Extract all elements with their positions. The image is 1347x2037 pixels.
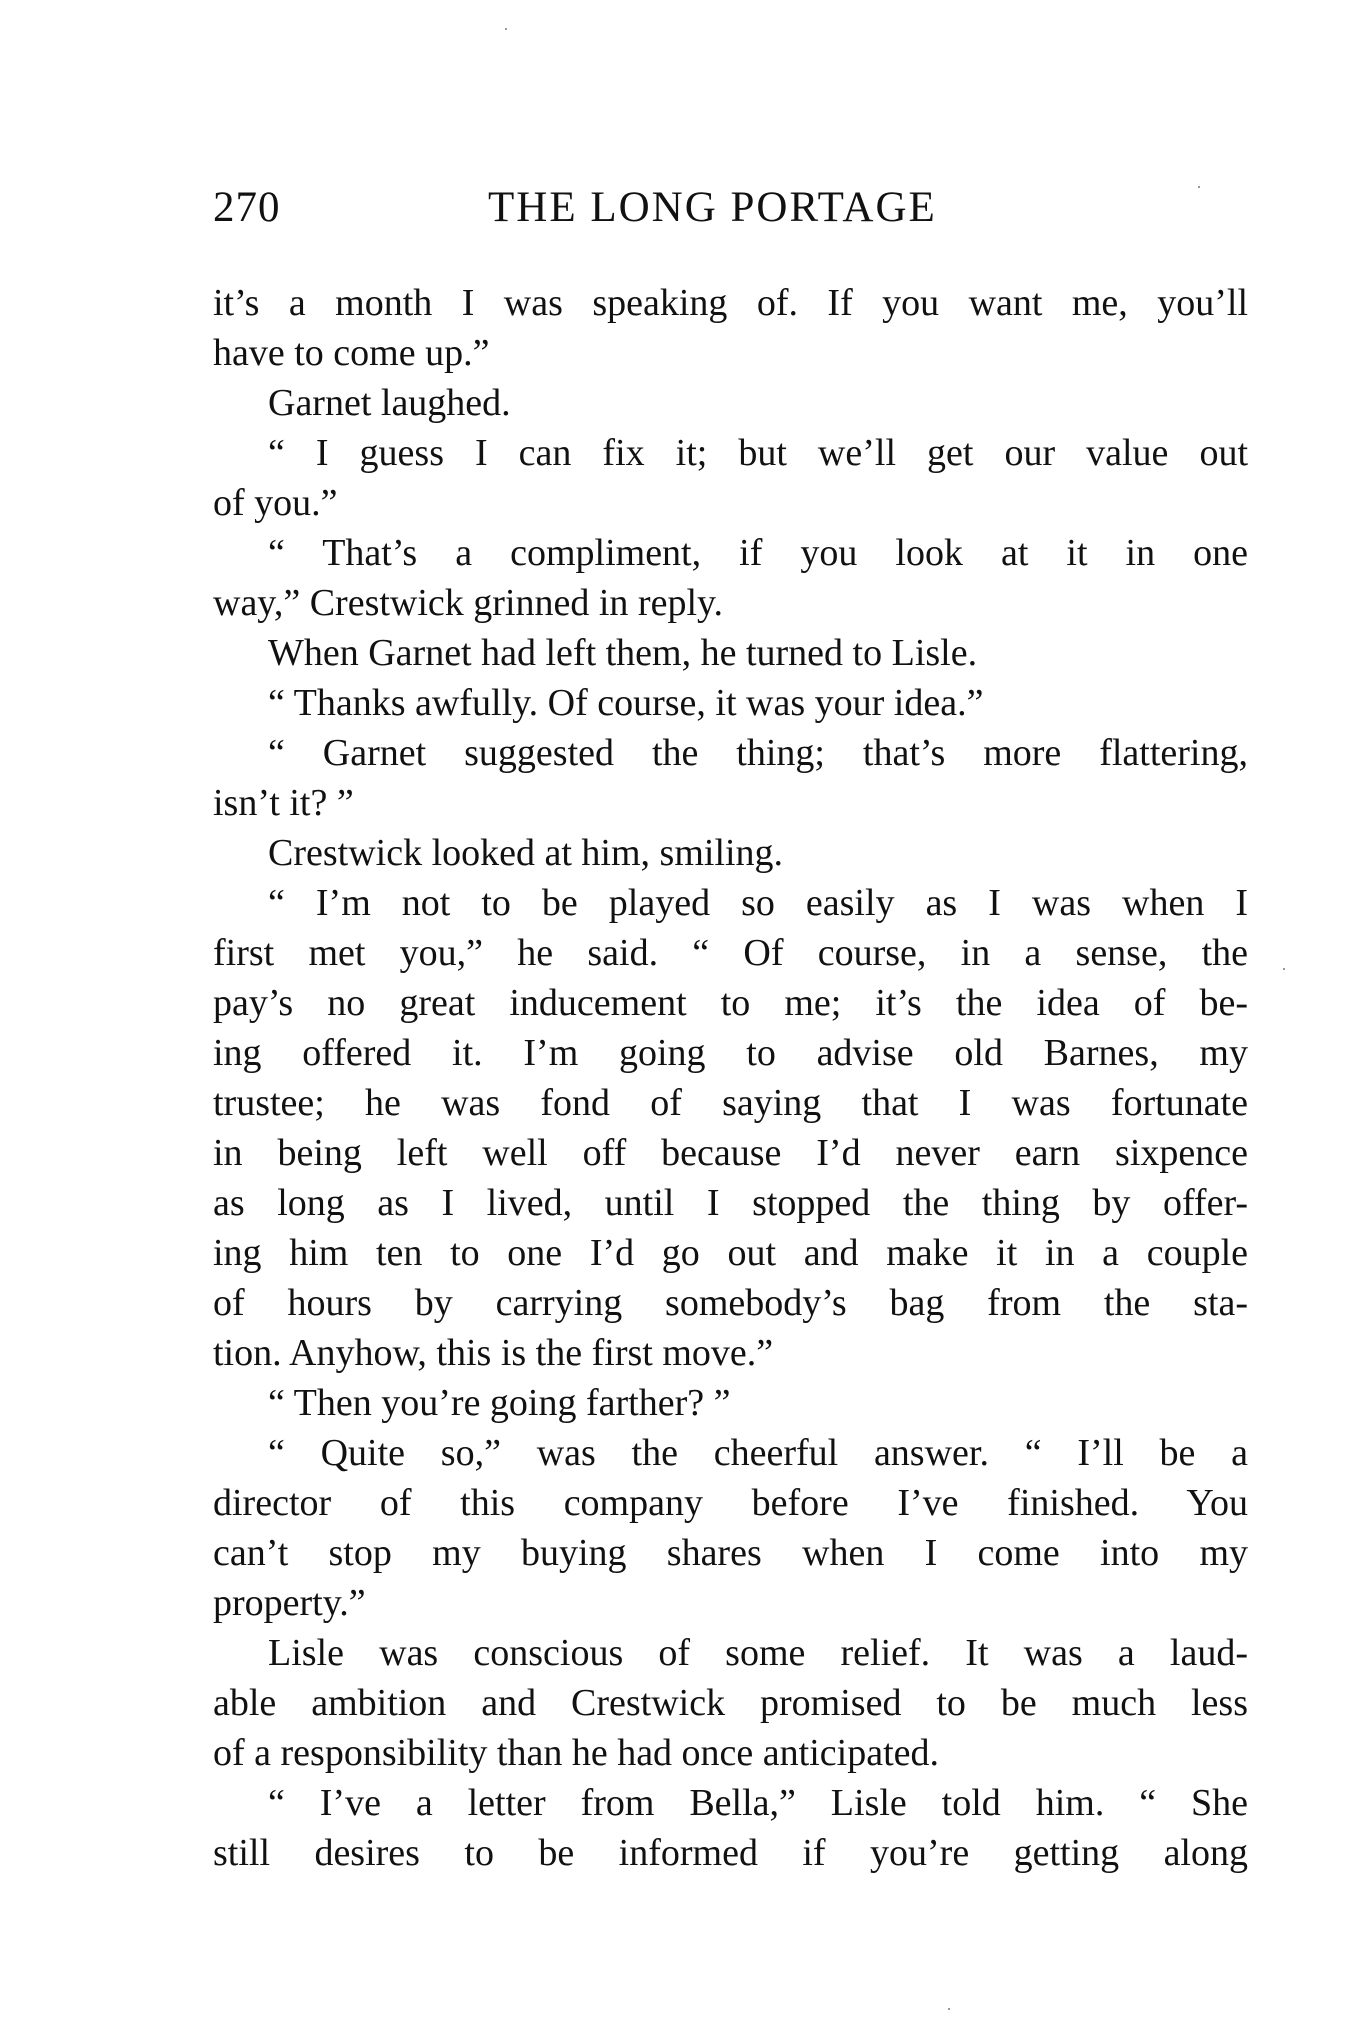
text-line: way,” Crestwick grinned in reply. [213,582,724,624]
text-line: in being left well off because I’d never earn sixpence [213,1132,1248,1174]
text-line: as long as I lived, until I stopped the thing by offer- [213,1182,1248,1224]
text-line: When Garnet had left them, he turned to Lisle. [268,632,978,674]
text-line: property.” [213,1582,366,1624]
text-line: of you.” [213,482,338,524]
body-text [213,278,1248,1878]
text-line: “ Then you’re going farther? ” [268,1382,731,1424]
text-line: of a responsibility than he had once anticipated. [213,1732,939,1774]
text-line: tion. Anyhow, this is the first move.” [213,1332,774,1374]
text-line: “ Garnet suggested the thing; that’s more flattering, [268,732,1248,774]
paper-speck [1198,186,1200,188]
text-line: first met you,” he said. “ Of course, in a sense, the [213,932,1248,974]
text-line: ing offered it. I’m going to advise old Barnes, my [213,1032,1248,1074]
text-line: “ I guess I can fix it; but we’ll get our value out [268,432,1248,474]
page-number: 270 [213,184,281,231]
text-line: of hours by carrying somebody’s bag from the sta- [213,1282,1248,1324]
page-header [213,183,1248,243]
paper-speck [505,28,507,30]
text-line: “ Quite so,” was the cheerful answer. “ I’ll be a [268,1432,1248,1474]
text-line: “ I’ve a letter from Bella,” Lisle told him. “ She [268,1782,1248,1824]
text-line: Lisle was conscious of some relief. It was a laud- [268,1632,1248,1674]
text-line: can’t stop my buying shares when I come into my [213,1532,1248,1574]
text-line: “ I’m not to be played so easily as I was when I [268,882,1248,924]
text-line: still desires to be informed if you’re getting along [213,1832,1248,1874]
text-line: Crestwick looked at him, smiling. [268,832,784,874]
paper-speck [948,2008,950,2010]
text-line: “ Thanks awfully. Of course, it was your idea.” [268,682,984,724]
text-line: have to come up.” [213,332,490,374]
text-line: pay’s no great inducement to me; it’s the idea of be- [213,982,1248,1024]
text-line: trustee; he was fond of saying that I was fortunate [213,1082,1248,1124]
text-line: it’s a month I was speaking of. If you want me, you’ll [213,282,1248,324]
paper-speck [1283,968,1285,970]
running-title: THE LONG PORTAGE [488,184,937,231]
text-line: ing him ten to one I’d go out and make it in a couple [213,1232,1248,1274]
text-line: “ That’s a compliment, if you look at it in one [268,532,1248,574]
text-line: able ambition and Crestwick promised to be much less [213,1682,1248,1724]
text-line: Garnet laughed. [268,382,511,424]
text-line: director of this company before I’ve finished. You [213,1482,1248,1524]
text-line: isn’t it? ” [213,782,354,824]
